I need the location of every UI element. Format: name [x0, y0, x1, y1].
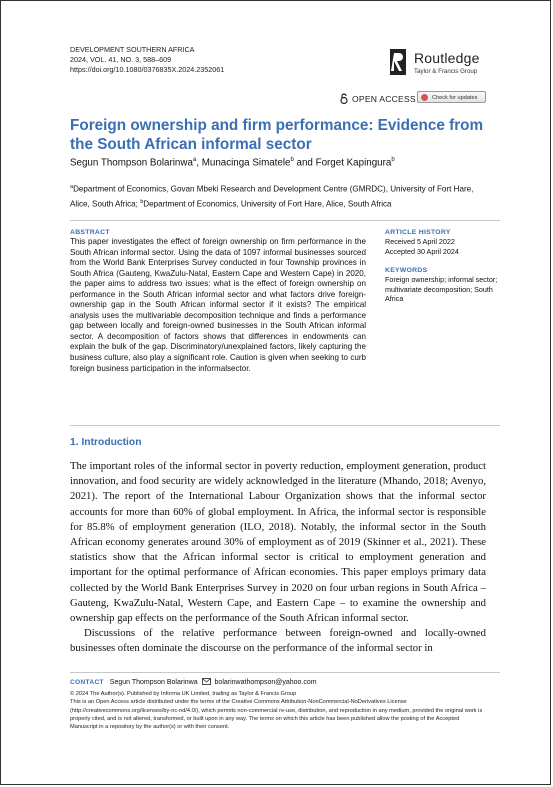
introduction-body	[70, 459, 486, 657]
check-for-updates-button[interactable]	[417, 91, 486, 103]
contact-name: Segun Thompson Bolarinwa	[109, 679, 198, 686]
open-access-label	[339, 93, 416, 104]
divider	[70, 672, 500, 673]
license-text: This is an Open Access article distributed under the terms of the Creative Commons Attribution-NonCommercial-NoDerivatives License (http://creativecommons.org/licenses/by-nc-nd/4.0/), which permits non-commercial re-use, distribution, and reproduction in any medium, provided the original work is properly cited, and is not altered, transformed, or built upon in any way. The terms on which this article has been published allow the posting of the Accepted Manuscript in a repository by the author(s) or with their consent.	[70, 699, 483, 731]
divider	[70, 425, 500, 426]
journal-doi[interactable]: https://doi.org/10.1080/0376835X.2024.2352061	[70, 65, 225, 74]
copyright-line: © 2024 The Author(s). Published by Informa UK Limited, trading as Taylor & Francis Group	[70, 691, 297, 697]
check-updates-icon	[421, 94, 428, 101]
affil-mark: b	[140, 198, 144, 205]
journal-name: DEVELOPMENT SOUTHERN AFRICA	[70, 45, 195, 54]
abstract-heading: ABSTRACT	[70, 229, 110, 236]
author-name: Segun Thompson Bolarinwa	[70, 157, 193, 169]
section-heading: 1. Introduction	[70, 437, 142, 448]
divider	[70, 220, 500, 221]
journal-header	[70, 45, 224, 75]
contact-heading: CONTACT	[70, 679, 104, 686]
paragraph: The important roles of the informal sector in poverty reduction, employment generation, product innovation, and food security are widely acknowledged in the literature (Mhando, 2018; Avenyo, 2021). The report of the International Labour Organization shows that the informal sector accounts for more than 60% of global employment. In Africa, the informal sector is responsible for 85.8% of employment generation (ILO, 2018). Notably, the informal sector in the South African economy generates around 30% of employment as of 2019 (Skinner et al., 2021). These statistics show that the African informal sector is critical to employment generation and important for the optimal performance of African economies. This paper employs primary data collected by the World Bank Enterprises Survey in 2020 on four urban regions in South Africa – Gauteng, KwaZulu-Natal, Western Cape, and Eastern Cape – to examine the ownership and ownership gap effects on the performance of the South African informal sector.	[70, 460, 486, 625]
author-affil-mark: b	[391, 157, 395, 163]
abstract	[70, 228, 366, 374]
email-icon	[202, 678, 211, 685]
article-history	[385, 228, 500, 256]
article-title: Foreign ownership and firm performance: Evidence from the South African informal sector	[70, 117, 484, 153]
contact-line	[70, 678, 317, 686]
publisher-logo	[390, 49, 490, 79]
check-updates-label: Check for updates	[432, 95, 478, 101]
affil-mark: a	[70, 184, 74, 190]
author-affil-mark: b	[290, 157, 294, 163]
author-affil-mark: a	[192, 157, 197, 163]
abstract-text: This paper investigates the effect of foreign ownership on firm performance in the South African informal sector. Using the data of 1097 informal businesses sourced from the World Bank Enterprises Survey conducted in four Township provinces in South Africa (Gauteng, KwaZulu-Natal, Eastern Cape and Western Cape) in 2020, the paper aims to address two issues: what is the effect of foreign ownership on performance in the South African informal sector and what factors drive foreign-ownership gap in the South African informal sector if it exists? The empirical analysis uses the multivariable decomposition technique and finds a performance gap between locally and foreign-owned businesses in the South African informal sector. A decomposition of factors shows that differences in endowments can explain the bulk of the gap. Discriminatory/unexplained factors, likely capturing the business culture, also play a significant role. Caution is given when seeking to curb foreign business participation in the informalsector.	[70, 237, 366, 373]
journal-volume: 2024, VOL. 41, NO. 3, 588–609	[70, 55, 172, 64]
keywords-heading: KEYWORDS	[385, 267, 428, 274]
keywords-text: Foreign ownership; informal sector; multivariate decomposition; South Africa	[385, 275, 498, 303]
affiliation-text: Department of Economics, Govan Mbeki Research and Development Centre (GMRDC), University of Fort Hare, Alice, South Africa;	[70, 184, 474, 209]
accepted-date: Accepted 30 April 2024	[385, 246, 459, 256]
publisher-name: Routledge	[414, 50, 480, 66]
history-heading: ARTICLE HISTORY	[385, 229, 451, 236]
paragraph: Discussions of the relative performance between foreign-owned and locally-owned businesses often dominate the discourse on the performance of the informal sector in	[70, 627, 486, 655]
open-lock-icon	[339, 93, 349, 104]
contact-email[interactable]: bolarinwathompson@yahoo.com	[214, 679, 317, 686]
keywords	[385, 266, 500, 303]
affiliations	[70, 181, 490, 210]
routledge-logo-icon	[390, 49, 406, 75]
affiliation-text: Department of Economics, University of Fort Hare, Alice, South Africa	[143, 199, 392, 209]
open-access-text: OPEN ACCESS	[352, 94, 416, 104]
publisher-subtitle: Taylor & Francis Group	[414, 68, 478, 75]
received-date: Received 5 April 2022	[385, 237, 455, 247]
author-name: Munacinga Simatele	[201, 157, 291, 169]
copyright-notice	[70, 690, 486, 731]
author-name: Forget Kapingura	[315, 157, 392, 169]
author-list: Segun Thompson Bolarinwa$^a$, Munacinga Simatele$^b$ and Forget Kapingura$^b$	[70, 157, 395, 169]
